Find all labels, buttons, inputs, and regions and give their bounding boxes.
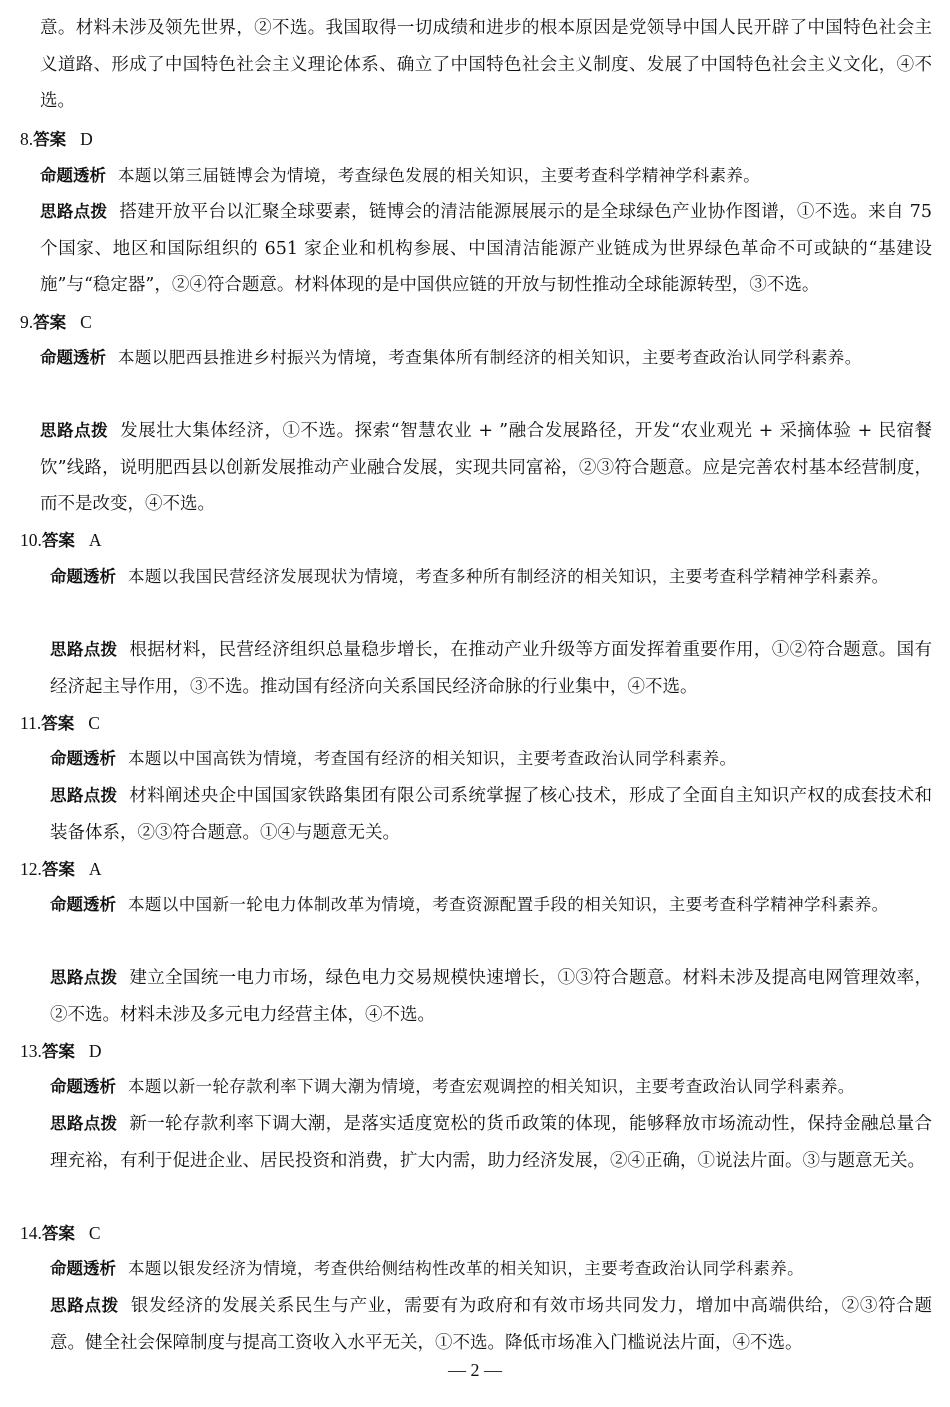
- answer-value: C: [88, 1223, 101, 1243]
- intent-text: 本题以我国民营经济发展现状为情境，考查多种所有制经济的相关知识，主要考查科学精神学科素养。: [128, 567, 889, 586]
- intent-label: 命题透析: [50, 1077, 116, 1096]
- answer-value: D: [80, 129, 93, 149]
- question-9-header: [20, 304, 92, 342]
- question-number: 8.: [20, 129, 34, 149]
- answer-label: 答案: [41, 1224, 75, 1243]
- answer-value: C: [88, 713, 100, 733]
- intent-label: 命题透析: [50, 749, 116, 768]
- question-9-analysis: [40, 413, 932, 523]
- question-12-header: [20, 851, 102, 889]
- answer-label: 答案: [33, 130, 67, 149]
- intent-text: 本题以银发经济为情境，考查供给侧结构性改革的相关知识，主要考查政治认同学科素养。: [128, 1259, 804, 1278]
- answer-value: A: [88, 859, 102, 879]
- answer-label: 答案: [41, 714, 75, 733]
- question-13-analysis: [50, 1106, 932, 1179]
- answer-label: 答案: [41, 1042, 75, 1061]
- intent-label: 命题透析: [40, 348, 106, 367]
- question-9-intent: [40, 340, 932, 377]
- question-10-analysis: [50, 632, 932, 705]
- analysis-label: 思路点拨: [40, 421, 109, 440]
- answer-value: A: [88, 530, 102, 550]
- analysis-label: 思路点拨: [50, 1296, 119, 1315]
- question-number: 14.: [20, 1223, 42, 1243]
- question-13-header: [20, 1033, 102, 1071]
- question-number: 9.: [20, 312, 34, 332]
- intent-label: 命题透析: [50, 895, 116, 914]
- analysis-label: 思路点拨: [50, 1114, 118, 1133]
- question-8-intent: [40, 158, 932, 195]
- question-number: 12.: [20, 859, 42, 879]
- analysis-label: 思路点拨: [50, 786, 118, 805]
- question-number: 10.: [20, 530, 42, 550]
- question-13-intent: [50, 1069, 932, 1106]
- answer-label: 答案: [41, 531, 75, 550]
- question-14-analysis: [50, 1288, 932, 1361]
- intent-text: 本题以肥西县推进乡村振兴为情境，考查集体所有制经济的相关知识，主要考查政治认同学科素养。: [118, 348, 862, 367]
- intent-text: 本题以中国高铁为情境，考查国有经济的相关知识，主要考查政治认同学科素养。: [128, 749, 737, 768]
- intent-text: 本题以新一轮存款利率下调大潮为情境，考查宏观调控的相关知识，主要考查政治认同学科素养。: [128, 1077, 855, 1096]
- intent-label: 命题透析: [50, 567, 116, 586]
- intent-label: 命题透析: [40, 166, 106, 185]
- analysis-text: 搭建开放平台以汇聚全球要素，链博会的清洁能源展展示的是全球绿色产业协作图谱，①不选。来自 75 个国家、地区和国际组织的 651 家企业和机构参展、中国清洁能源产业链成为世界绿色革命不可或缺的“基建设施”与“稳定器”，②④符合题意。材料体现的是中国供应链的开放与韧性推动全球能源转型，③不选。: [40, 202, 933, 295]
- analysis-text: 根据材料，民营经济组织总量稳步增长，在推动产业升级等方面发挥着重要作用，①②符合题意。国有经济起主导作用，③不选。推动国有经济向关系国民经济命脉的行业集中，④不选。: [50, 640, 932, 697]
- question-8-header: [20, 121, 93, 159]
- question-number: 13.: [20, 1041, 42, 1061]
- question-11-analysis: [50, 778, 932, 851]
- analysis-text: 材料阐述央企中国国家铁路集团有限公司系统掌握了核心技术，形成了全面自主知识产权的成套技术和装备体系，②③符合题意。①④与题意无关。: [50, 786, 932, 843]
- question-14-intent: [50, 1251, 932, 1288]
- question-12-analysis: [50, 960, 932, 1033]
- analysis-label: 思路点拨: [40, 202, 108, 221]
- question-number: 11.: [20, 713, 42, 733]
- intent-text: 本题以第三届链博会为情境，考查绿色发展的相关知识，主要考查科学精神学科素养。: [118, 166, 761, 185]
- answer-label: 答案: [33, 313, 67, 332]
- question-14-header: [20, 1215, 101, 1253]
- analysis-label: 思路点拨: [50, 640, 118, 659]
- analysis-text: 银发经济的发展关系民生与产业，需要有为政府和有效市场共同发力，增加中高端供给，②③符合题意。健全社会保障制度与提高工资收入水平无关，①不选。降低市场准入门槛说法片面，④不选。: [50, 1296, 933, 1353]
- intent-text: 本题以中国新一轮电力体制改革为情境，考查资源配置手段的相关知识，主要考查科学精神学科素养。: [128, 895, 889, 914]
- answer-value: D: [88, 1041, 102, 1061]
- question-8-analysis: [40, 194, 932, 304]
- answer-value: C: [80, 312, 92, 332]
- question-11-intent: [50, 741, 932, 778]
- intent-label: 命题透析: [50, 1259, 116, 1278]
- analysis-text: 新一轮存款利率下调大潮，是落实适度宽松的货币政策的体现，能够释放市场流动性，保持金融总量合理充裕，有利于促进企业、居民投资和消费，扩大内需，助力经济发展，②④正确，①说法片面。③与题意无关。: [50, 1114, 932, 1171]
- question-10-header: [20, 522, 102, 560]
- analysis-text: 发展壮大集体经济，①不选。探索“智慧农业 + ”融合发展路径，开发“农业观光 + 采摘体验 + 民宿餐饮”线路，说明肥西县以创新发展推动产业融合发展，实现共同富裕，②③符合题意。应是完善农村基本经营制度，而不是改变，④不选。: [40, 421, 933, 514]
- analysis-label: 思路点拨: [50, 968, 118, 987]
- question-10-intent: [50, 559, 932, 596]
- question-12-intent: [50, 887, 932, 924]
- lead-paragraph: 意。材料未涉及领先世界，②不选。我国取得一切成绩和进步的根本原因是党领导中国人民开辟了中国特色社会主义道路、形成了中国特色社会主义理论体系、确立了中国特色社会主义制度、发展了中国特色社会主义文化，④不选。: [40, 18, 932, 111]
- page-number: — 2 —: [448, 1360, 502, 1380]
- answer-label: 答案: [41, 860, 75, 879]
- question-11-header: [20, 705, 100, 743]
- analysis-text: 建立全国统一电力市场，绿色电力交易规模快速增长，①③符合题意。材料未涉及提高电网管理效率，②不选。材料未涉及多元电力经营主体，④不选。: [50, 968, 932, 1025]
